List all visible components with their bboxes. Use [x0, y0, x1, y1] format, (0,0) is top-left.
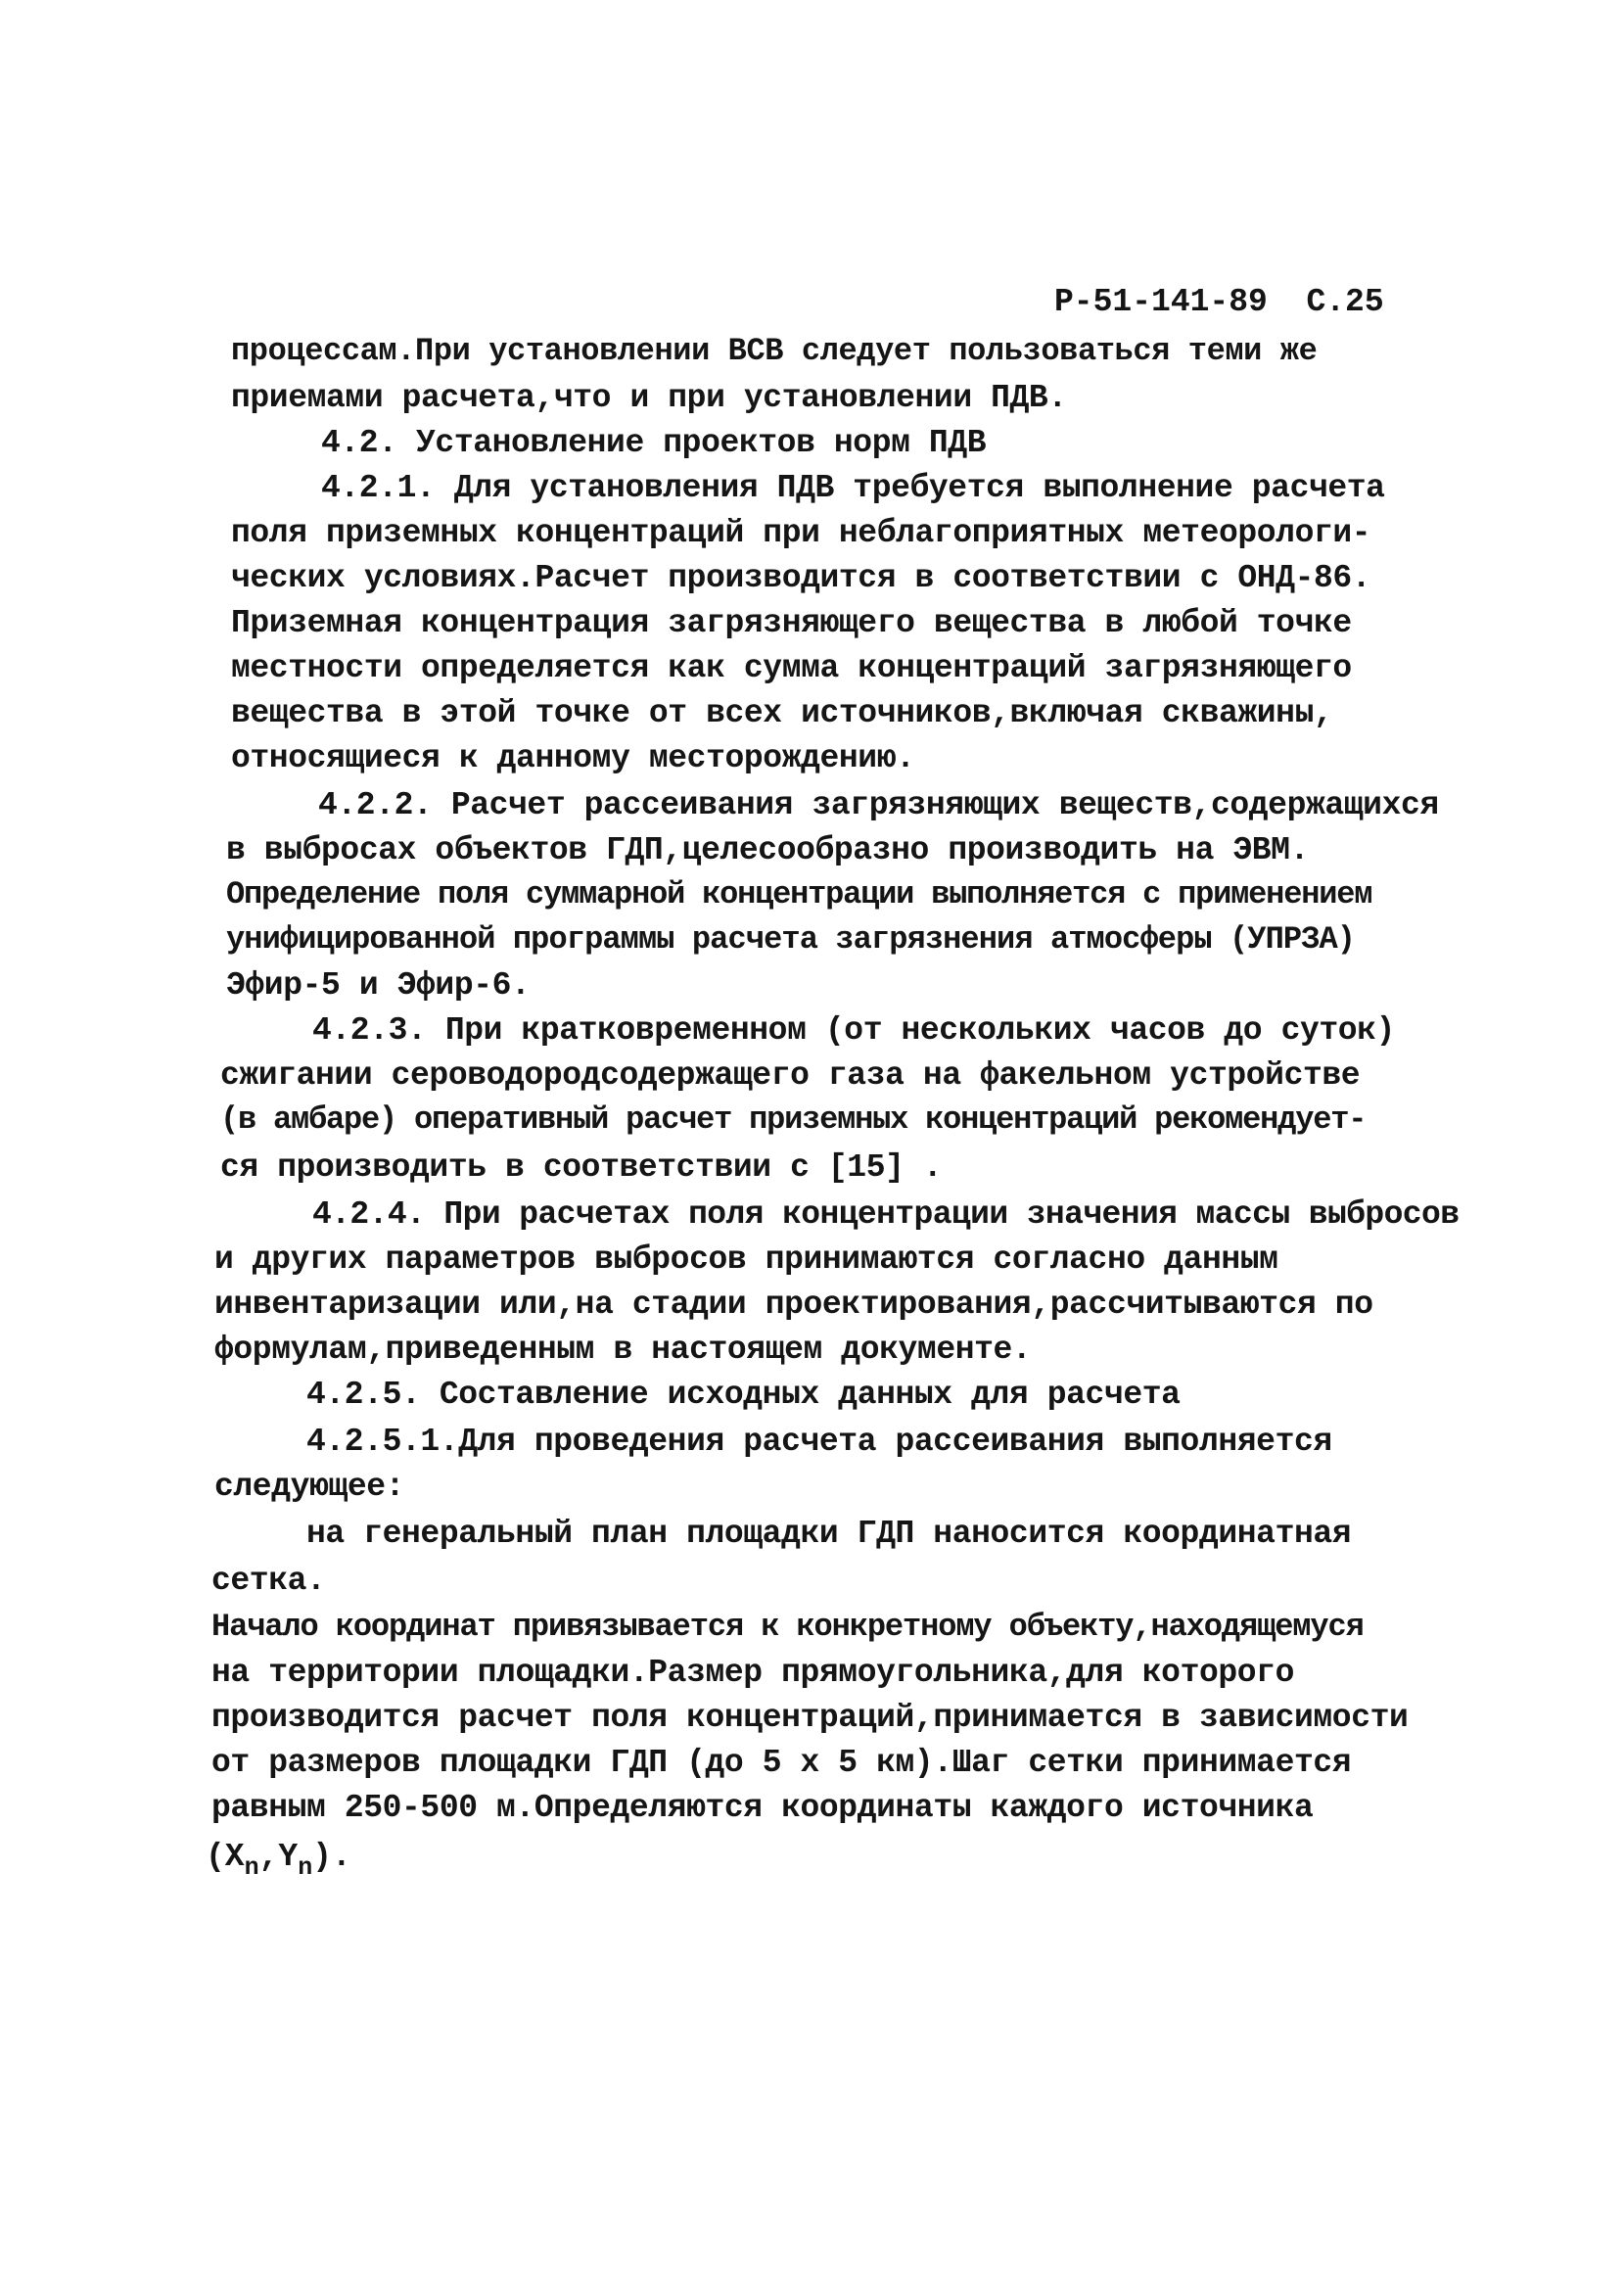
- text-line: от размеров площадки ГДП (до 5 х 5 км).Шаг сетки принимается: [211, 1745, 1352, 1781]
- text-line: Эфир-5 и Эфир-6.: [226, 967, 531, 1004]
- text-line: ческих условиях.Расчет производится в соответствии с ОНД-86.: [231, 560, 1371, 596]
- page-number: С.25: [1306, 284, 1384, 320]
- text-line: 4.2.2. Расчет рассеивания загрязняющих веществ,содержащихся: [318, 787, 1439, 823]
- subscript-n: n: [298, 1853, 313, 1882]
- text-line: следующее:: [214, 1469, 405, 1505]
- text-line: вещества в этой точке от всех источников,включая скважины,: [231, 695, 1333, 731]
- text-line: Приземная концентрация загрязняющего вещества в любой точке: [231, 605, 1352, 641]
- text-line: 4.2.3. При кратковременном (от нескольких часов до суток): [312, 1012, 1395, 1049]
- text-line: равным 250-500 м.Определяются координаты каждого источника: [211, 1790, 1314, 1826]
- text-line: 4.2.5.1.Для проведения расчета рассеивания выполняется: [306, 1424, 1332, 1460]
- formula-close: ).: [312, 1839, 351, 1875]
- text-line: в выбросах объектов ГДП,целесообразно производить на ЭВМ.: [226, 832, 1309, 868]
- text-line: 4.2.4. При расчетах поля концентрации значения массы выбросов: [312, 1196, 1460, 1233]
- text-line: Начало координат привязывается к конкретному объекту,находящемуся: [211, 1609, 1364, 1645]
- text-line: инвентаризации или,на стадии проектирования,рассчитываются по: [214, 1287, 1373, 1323]
- text-line: местности определяется как сумма концентраций загрязняющего: [231, 650, 1352, 686]
- coordinates-formula: [206, 1839, 351, 1882]
- text-line: на территории площадки.Размер прямоугольника,для которого: [211, 1655, 1294, 1691]
- text-line: производится расчет поля концентраций,принимается в зависимости: [211, 1700, 1409, 1736]
- text-line: 4.2.1. Для установления ПДВ требуется выполнение расчета: [321, 470, 1385, 506]
- text-line: сетка.: [211, 1563, 326, 1599]
- page-header: [1054, 284, 1384, 320]
- text-line: формулам,приведенным в настоящем документе.: [214, 1332, 1032, 1368]
- formula-mid: ,Y: [258, 1839, 299, 1875]
- text-line: поля приземных концентраций при неблагоприятных метеорологи-: [231, 515, 1371, 551]
- section-heading: 4.2. Установление проектов норм ПДВ: [321, 425, 987, 461]
- text-line: процессам.При установлении ВСВ следует пользоваться теми же: [231, 333, 1318, 369]
- text-line: сжигании сероводородсодержащего газа на факельном устройстве: [220, 1057, 1361, 1094]
- formula-open: (X: [206, 1839, 245, 1875]
- text-line: и других параметров выбросов принимаются согласно данным: [214, 1241, 1278, 1278]
- text-line: унифицированной программы расчета загрязнения атмосферы (УПРЗА): [226, 921, 1356, 958]
- document-code: Р-51-141-89: [1054, 284, 1268, 320]
- text-line: Определение поля суммарной концентрации выполняется с применением: [226, 876, 1372, 913]
- text-line: (в амбаре) оперативный расчет приземных концентраций рекомендует-: [220, 1101, 1367, 1138]
- text-line: на генеральный план площадки ГДП наносится координатная: [306, 1516, 1352, 1552]
- text-line: относящиеся к данному месторождению.: [231, 740, 915, 776]
- section-heading: 4.2.5. Составление исходных данных для расчета: [306, 1377, 1181, 1413]
- text-line: приемами расчета,что и при установлении ПДВ.: [231, 380, 1067, 416]
- subscript-n: n: [244, 1853, 259, 1882]
- text-line: ся производить в соответствии с [15] .: [220, 1149, 943, 1186]
